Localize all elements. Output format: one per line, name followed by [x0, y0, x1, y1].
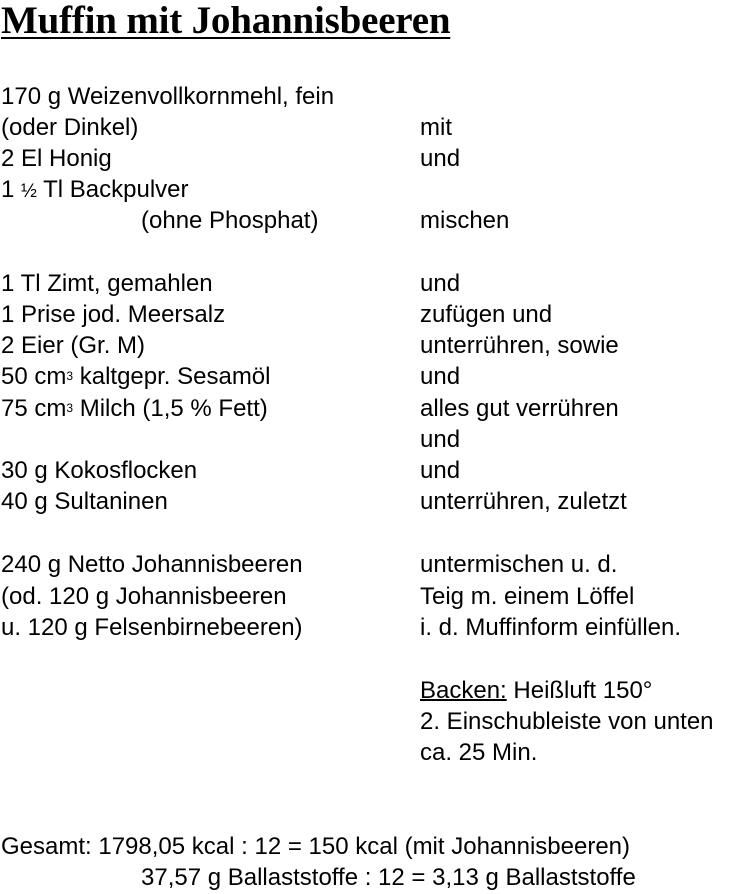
totals-kcal: Gesamt: 1798,05 kcal : 12 = 150 kcal (mit Johannisbeeren): [1, 833, 631, 860]
step-und-4: und: [420, 426, 461, 453]
step-mischen: mischen: [420, 207, 510, 234]
ingredient-salt: 1 Prise jod. Meersalz: [1, 301, 226, 328]
sesame-oil-sup: 3: [66, 369, 74, 383]
ingredient-currants-alt: (od. 120 g Johannisbeeren: [1, 583, 287, 610]
baking-powder-half: ½: [21, 181, 37, 202]
ingredient-flour-alt: (oder Dinkel): [1, 114, 139, 141]
sesame-oil-name: kaltgepr. Sesamöl: [73, 363, 271, 390]
step-verruehren: alles gut verrühren: [420, 395, 619, 422]
baking-powder-unit: Tl Backpulver: [36, 176, 189, 203]
ingredient-milk: [1, 394, 268, 424]
step-unterruehren-zuletzt: unterrühren, zuletzt: [420, 488, 627, 515]
ingredient-serviceberries: u. 120 g Felsenbirnebeeren): [1, 614, 303, 641]
ingredient-currants: 240 g Netto Johannisbeeren: [1, 551, 303, 578]
sesame-oil-qty: 50 cm: [1, 363, 67, 390]
ingredient-eggs: 2 Eier (Gr. M): [1, 332, 146, 359]
step-teig: Teig m. einem Löffel: [420, 583, 635, 610]
baking-label: Backen:: [420, 677, 507, 704]
baking-temperature: Heißluft 150°: [506, 677, 653, 704]
ingredient-flour: 170 g Weizenvollkornmehl, fein: [1, 83, 335, 110]
baking-powder-qty: 1: [1, 176, 22, 203]
ingredient-baking-powder-note: (ohne Phosphat): [141, 207, 319, 234]
milk-sup: 3: [66, 401, 74, 415]
step-und-1: und: [420, 145, 461, 172]
step-unterruehren: unterrühren, sowie: [420, 332, 619, 359]
milk-qty: 75 cm: [1, 395, 67, 422]
step-untermischen: untermischen u. d.: [420, 551, 618, 578]
ingredient-cinnamon: 1 Tl Zimt, gemahlen: [1, 270, 213, 297]
step-und-2: und: [420, 270, 461, 297]
totals-fiber: 37,57 g Ballaststoffe : 12 = 3,13 g Ballaststoffe: [141, 864, 636, 891]
baking-time: ca. 25 Min.: [420, 739, 538, 766]
milk-name: Milch (1,5 % Fett): [73, 395, 268, 422]
baking-rack: 2. Einschubleiste von unten: [420, 708, 714, 735]
step-und-5: und: [420, 457, 461, 484]
recipe-title: Muffin mit Johannisbeeren: [1, 0, 451, 42]
step-mit: mit: [420, 114, 452, 141]
step-zufuegen: zufügen und: [420, 301, 553, 328]
baking-heat: [420, 676, 652, 706]
ingredient-sesame-oil: [1, 362, 270, 392]
ingredient-coconut: 30 g Kokosflocken: [1, 457, 198, 484]
step-und-3: und: [420, 363, 461, 390]
ingredient-honey: 2 El Honig: [1, 145, 112, 172]
ingredient-baking-powder: [1, 175, 189, 207]
ingredient-sultanas: 40 g Sultaninen: [1, 488, 168, 515]
step-einfuellen: i. d. Muffinform einfüllen.: [420, 614, 682, 641]
